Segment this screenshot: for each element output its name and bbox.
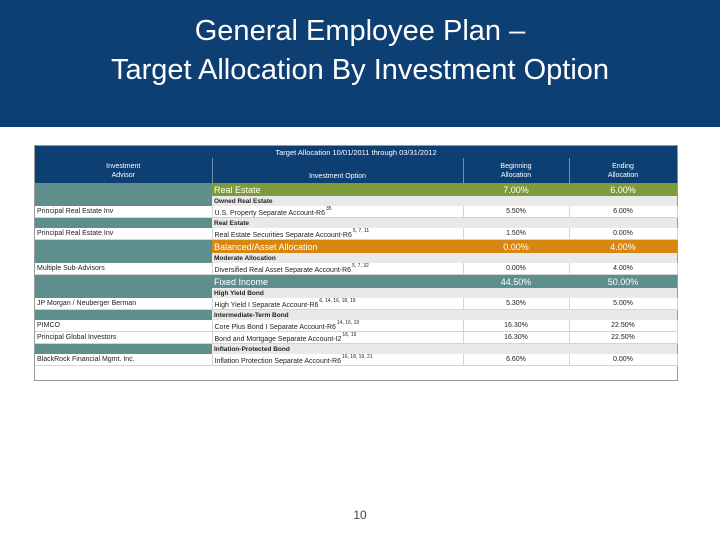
category-ending-allocation: 4.00% [569, 240, 677, 254]
investment-option-name: Bond and Mortgage Separate Account-I2 [214, 336, 342, 343]
beginning-allocation: 16.30% [463, 332, 569, 344]
category-beginning-allocation: 44.50% [463, 275, 569, 289]
investment-option [212, 228, 463, 240]
investment-advisor: Principal Global Investors [35, 332, 212, 344]
slide-header [0, 0, 720, 127]
investment-advisor: BlackRock Financial Mgmt. Inc. [35, 354, 212, 366]
investment-advisor: JP Morgan / Neuberger Berman [35, 298, 212, 310]
header-end-line1: Ending [612, 162, 634, 170]
subcategory-row [35, 310, 677, 321]
footnote-references: 5, 7, 11 [352, 228, 370, 234]
footnote-references: 16, 18, 19, 21 [341, 354, 373, 360]
subcategory-advisor-cell [35, 253, 212, 263]
ending-allocation: 5.00% [569, 298, 677, 310]
subcategory-advisor-cell [35, 288, 212, 298]
category-advisor-cell [35, 183, 212, 196]
category-advisor-cell [35, 275, 212, 289]
header-begin-line2: Allocation [500, 171, 532, 179]
investment-option [212, 354, 463, 366]
header-ending-allocation [569, 158, 677, 183]
table-row [35, 298, 677, 310]
table-row [35, 320, 677, 332]
table-title: Target Allocation 10/01/2011 through 03/31/2012 [35, 146, 677, 158]
category-beginning-allocation: 7.00% [463, 183, 569, 196]
subcategory-label: High Yield Bond [212, 288, 677, 298]
investment-advisor: PIMCO [35, 320, 212, 332]
category-ending-allocation: 6.00% [569, 183, 677, 196]
table-header-row [35, 158, 677, 183]
beginning-allocation: 5.30% [463, 298, 569, 310]
header-beginning-allocation [463, 158, 569, 183]
beginning-allocation: 16.30% [463, 320, 569, 332]
investment-option [212, 332, 463, 344]
subcategory-label: Real Estate [212, 218, 677, 229]
category-advisor-cell [35, 240, 212, 254]
slide-title-line1: General Employee Plan – [194, 15, 526, 47]
investment-option [212, 263, 463, 275]
footnote-references: 6, 14, 16, 18, 19 [319, 298, 356, 304]
category-label: Fixed Income [212, 275, 463, 289]
investment-advisor: Principal Real Estate Inv [35, 228, 212, 240]
ending-allocation: 0.00% [569, 354, 677, 366]
category-ending-allocation: 50.00% [569, 275, 677, 289]
subcategory-label: Owned Real Estate [212, 196, 677, 206]
footnote-references: 14, 16, 19 [336, 320, 360, 326]
subcategory-label: Moderate Allocation [212, 253, 677, 263]
table-row [35, 263, 677, 275]
category-row [35, 275, 677, 289]
subcategory-advisor-cell [35, 218, 212, 229]
table-row [35, 332, 677, 344]
footnote-references: 35 [326, 206, 332, 212]
investment-option [212, 206, 463, 218]
table-title-row [35, 146, 677, 158]
subcategory-row [35, 196, 677, 206]
table-row [35, 228, 677, 240]
investment-option-name: U.S. Property Separate Account-R6 [214, 210, 325, 217]
allocation-table [35, 146, 678, 366]
beginning-allocation: 6.60% [463, 354, 569, 366]
subcategory-row [35, 218, 677, 229]
ending-allocation: 4.00% [569, 263, 677, 275]
category-beginning-allocation: 0.00% [463, 240, 569, 254]
investment-option-name: Inflation Protection Separate Account-R6 [214, 358, 341, 365]
investment-option-name: Diversified Real Asset Separate Account-R6 [214, 267, 352, 274]
beginning-allocation: 0.00% [463, 263, 569, 275]
subcategory-row [35, 288, 677, 298]
investment-option-name: Core Plus Bond I Separate Account-R6 [214, 324, 336, 331]
table-row [35, 354, 677, 366]
header-advisor-line2: Advisor [111, 171, 135, 179]
investment-advisor: Multiple Sub-Advisors [35, 263, 212, 275]
ending-allocation: 6.00% [569, 206, 677, 218]
subcategory-row [35, 344, 677, 355]
category-row [35, 183, 677, 196]
beginning-allocation: 5.50% [463, 206, 569, 218]
subcategory-label: Intermediate-Term Bond [212, 310, 677, 321]
investment-option [212, 320, 463, 332]
ending-allocation: 22.50% [569, 320, 677, 332]
slide-title [0, 12, 720, 90]
investment-option-name: High Yield I Separate Account-R6 [214, 302, 319, 309]
investment-advisor: Principal Real Estate Inv [35, 206, 212, 218]
header-begin-line1: Beginning [500, 162, 532, 170]
header-option-label: Investment Option [309, 173, 366, 180]
investment-option [212, 298, 463, 310]
header-investment-option [212, 158, 463, 183]
category-row [35, 240, 677, 254]
header-investment-advisor [35, 158, 212, 183]
subcategory-advisor-cell [35, 196, 212, 206]
header-end-line2: Allocation [607, 171, 639, 179]
investment-option-name: Real Estate Securities Separate Account-R6 [214, 232, 352, 239]
beginning-allocation: 1.50% [463, 228, 569, 240]
ending-allocation: 22.50% [569, 332, 677, 344]
slide-title-line2: Target Allocation By Investment Option [110, 54, 610, 86]
subcategory-advisor-cell [35, 344, 212, 355]
page-number: 10 [353, 508, 367, 522]
category-label: Real Estate [212, 183, 463, 196]
subcategory-row [35, 253, 677, 263]
header-advisor-line1: Investment [106, 162, 141, 170]
ending-allocation: 0.00% [569, 228, 677, 240]
subcategory-advisor-cell [35, 310, 212, 321]
table-row [35, 206, 677, 218]
subcategory-label: Inflation-Protected Bond [212, 344, 677, 355]
footnote-references: 5, 7, 32 [352, 263, 369, 269]
allocation-table-container [34, 145, 678, 381]
footnote-references: 16, 19 [342, 332, 357, 338]
category-label: Balanced/Asset Allocation [212, 240, 463, 254]
